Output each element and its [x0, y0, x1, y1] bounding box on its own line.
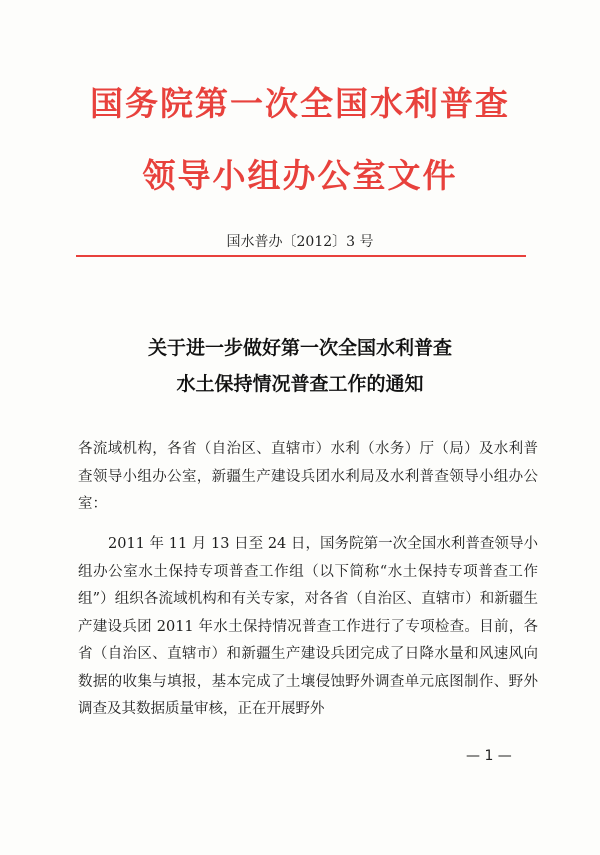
page-number: — 1 — [466, 748, 512, 764]
issuing-office-title-line2: 领导小组办公室文件 [142, 156, 458, 195]
notice-title-line1: 关于进一步做好第一次全国水利普查 [147, 337, 452, 359]
document-number: 国水普办〔2012〕3 号 [226, 234, 374, 250]
issuing-office-title-line1: 国务院第一次全国水利普查 [90, 84, 510, 123]
addressee-paragraph: 各流域机构，各省（自治区、直辖市）水利（水务）厅（局）及水利普查领导小组办公室，新疆生产建设兵团水利局及水利普查领导小组办公室： [78, 441, 538, 512]
body-paragraph: 2011 年 11 月 13 日至 24 日，国务院第一次全国水利普查领导小组办公室水土保持专项普查工作组（以下简称“水土保持专项普查工作组”）组织各流域机构和有关专家，对各省（自治区、直辖市）和新疆生产建设兵团 2011 年水土保持情况普查工作进行了专项检查。目前，各省（自治区、直辖市）和新疆生产建设兵团完成了日降水量和风速风向数据的收集与填报，基本完成了土壤侵蚀野外调查单元底图制作、野外调查及其数据质量审核，正在开展野外 [78, 536, 538, 717]
header-divider [76, 255, 526, 257]
notice-title-line2: 水土保持情况普查工作的通知 [176, 373, 424, 395]
